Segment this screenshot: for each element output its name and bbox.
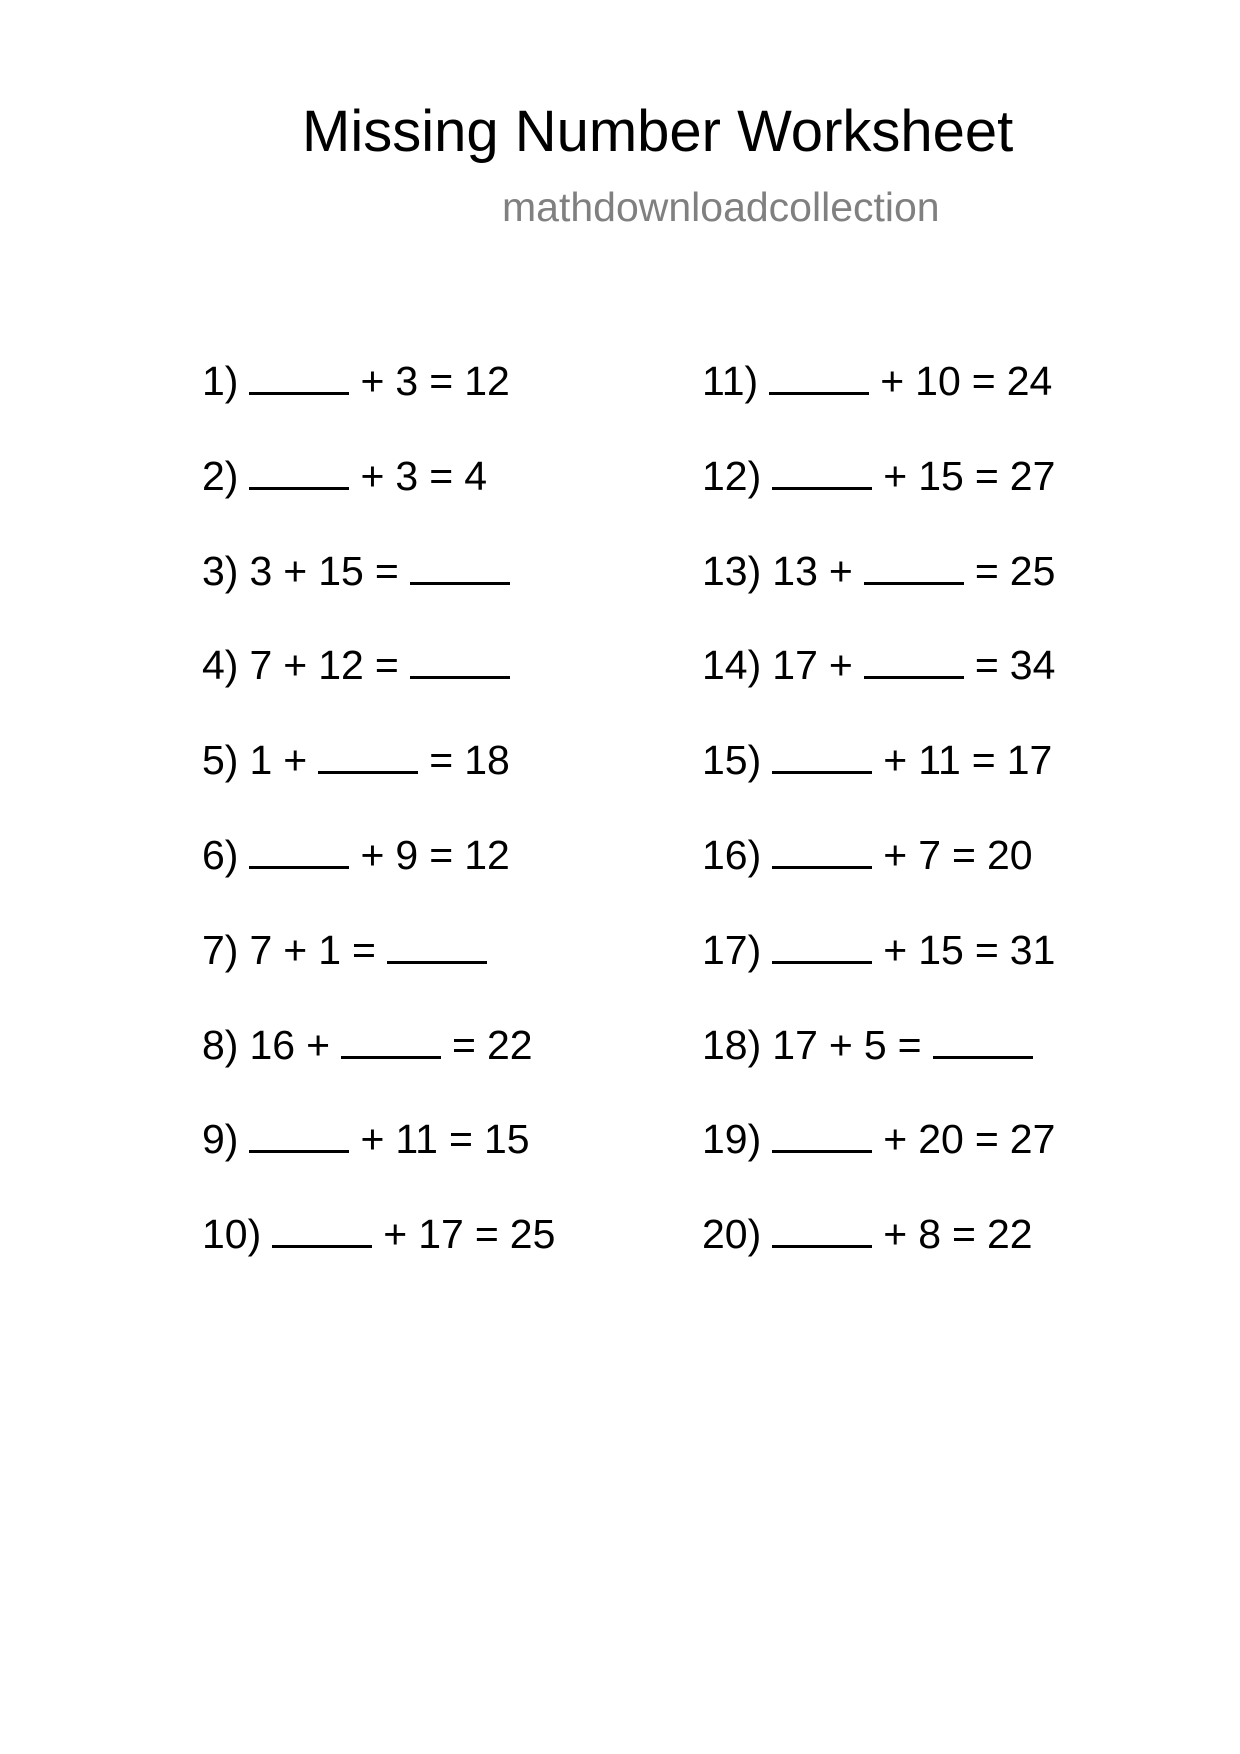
- operator: +: [383, 1211, 408, 1258]
- operand: 22: [486, 1021, 533, 1068]
- problem-row: [702, 921, 1055, 1016]
- problem-number: 14): [702, 642, 762, 689]
- problem-row: [702, 542, 1055, 637]
- operand: 3: [249, 547, 273, 594]
- problem-row: [702, 1016, 1055, 1111]
- problem-number: 3): [202, 547, 239, 594]
- equals-sign: =: [429, 831, 454, 878]
- equals-sign: =: [971, 358, 996, 404]
- operator: +: [880, 358, 905, 404]
- operator: +: [360, 831, 385, 878]
- operand: 10: [915, 358, 961, 404]
- problem-row: [702, 1110, 1055, 1205]
- operand: 13: [772, 547, 818, 594]
- operator: +: [828, 1021, 853, 1068]
- equals-sign: =: [897, 1021, 922, 1068]
- operator: +: [283, 737, 308, 784]
- operator: +: [883, 1116, 908, 1163]
- answer-blank[interactable]: [772, 1205, 872, 1248]
- operand: 12: [318, 642, 364, 689]
- operand: 15: [918, 926, 964, 973]
- operand: 7: [918, 831, 942, 878]
- problem-number: 16): [702, 831, 762, 878]
- operand: 17: [772, 642, 818, 689]
- operator: +: [360, 1116, 385, 1163]
- operand: 20: [918, 1116, 964, 1163]
- problem-number: 1): [202, 358, 239, 404]
- answer-blank[interactable]: [318, 731, 418, 774]
- operand: 12: [464, 358, 510, 404]
- equals-sign: =: [374, 547, 399, 594]
- operand: 7: [249, 926, 273, 973]
- answer-blank[interactable]: [772, 731, 872, 774]
- problem-row: [702, 826, 1055, 921]
- operand: 22: [986, 1211, 1033, 1258]
- problem-row: [702, 731, 1055, 826]
- operator: +: [283, 547, 308, 594]
- equals-sign: =: [971, 737, 996, 784]
- answer-blank[interactable]: [772, 921, 872, 964]
- answer-blank[interactable]: [772, 1110, 872, 1153]
- equals-sign: =: [352, 926, 376, 973]
- operand: 17: [418, 1211, 464, 1258]
- problem-row: [202, 921, 555, 1016]
- answer-blank[interactable]: [410, 636, 510, 679]
- problem-number: 12): [702, 452, 762, 499]
- problem-row: [202, 731, 555, 826]
- operator: +: [360, 358, 385, 404]
- operator: +: [828, 547, 853, 594]
- equals-sign: =: [974, 547, 999, 594]
- operator: +: [883, 1211, 908, 1258]
- operand: 5: [863, 1021, 887, 1068]
- operand: 34: [1009, 642, 1056, 689]
- page-title: Missing Number Worksheet: [302, 99, 1014, 164]
- operand: 1: [318, 926, 342, 973]
- operand: 7: [249, 642, 273, 689]
- problem-row: [202, 447, 555, 542]
- operand: 3: [395, 452, 419, 499]
- operand: 12: [464, 831, 510, 878]
- answer-blank[interactable]: [772, 447, 872, 490]
- problem-number: 2): [202, 452, 239, 499]
- answer-blank[interactable]: [249, 1110, 349, 1153]
- answer-blank[interactable]: [272, 1205, 372, 1248]
- operand: 11: [395, 1116, 438, 1163]
- equals-sign: =: [429, 358, 454, 404]
- equals-sign: =: [974, 926, 999, 973]
- answer-blank[interactable]: [249, 447, 349, 490]
- operand: 8: [918, 1211, 942, 1258]
- problem-number: 9): [202, 1116, 239, 1163]
- problem-row: [202, 1205, 555, 1300]
- problem-row: [202, 826, 555, 921]
- problem-number: 15): [702, 737, 762, 784]
- operator: +: [283, 642, 308, 689]
- equals-sign: =: [452, 1021, 476, 1068]
- operand: 25: [509, 1211, 556, 1258]
- operand: 3: [395, 358, 419, 404]
- problem-row: [702, 352, 1055, 447]
- page-subtitle: mathdownloadcollection: [502, 184, 940, 230]
- answer-blank[interactable]: [769, 352, 869, 395]
- problem-number: 10): [202, 1211, 262, 1258]
- problem-number: 8): [202, 1021, 239, 1068]
- equals-sign: =: [374, 642, 399, 689]
- problem-number: 17): [702, 926, 762, 973]
- equals-sign: =: [952, 1211, 976, 1258]
- operator: +: [360, 452, 385, 499]
- equals-sign: =: [429, 452, 454, 499]
- problem-row: [702, 447, 1055, 542]
- equals-sign: =: [474, 1211, 499, 1258]
- operand: 1: [249, 737, 273, 784]
- equals-sign: =: [448, 1116, 473, 1163]
- answer-blank[interactable]: [772, 826, 872, 869]
- problem-row: [202, 1016, 555, 1111]
- answer-blank[interactable]: [933, 1016, 1033, 1059]
- operand: 11: [918, 737, 961, 784]
- equals-sign: =: [974, 1116, 999, 1163]
- problem-column-right: [702, 352, 1055, 1300]
- answer-blank[interactable]: [410, 542, 510, 585]
- problem-number: 13): [702, 547, 762, 594]
- operator: +: [828, 642, 853, 689]
- operand: 27: [1009, 1116, 1056, 1163]
- problem-number: 7): [202, 926, 239, 973]
- equals-sign: =: [952, 831, 976, 878]
- operand: 17: [1006, 737, 1053, 784]
- problem-row: [202, 352, 555, 447]
- operand: 17: [772, 1021, 818, 1068]
- operand: 4: [464, 452, 487, 499]
- operand: 15: [318, 547, 364, 594]
- problem-number: 11): [702, 358, 759, 404]
- operand: 9: [395, 831, 419, 878]
- operand: 15: [483, 1116, 530, 1163]
- operand: 16: [249, 1021, 296, 1068]
- operator: +: [883, 452, 908, 499]
- problem-number: 19): [702, 1116, 762, 1163]
- problem-row: [702, 636, 1055, 731]
- problem-row: [202, 636, 555, 731]
- equals-sign: =: [974, 452, 999, 499]
- operator: +: [283, 926, 308, 973]
- operand: 27: [1009, 452, 1056, 499]
- problem-row: [702, 1205, 1055, 1300]
- operator: +: [306, 1021, 331, 1068]
- equals-sign: =: [974, 642, 999, 689]
- operator: +: [883, 737, 908, 784]
- problem-number: 4): [202, 642, 239, 689]
- problem-number: 5): [202, 737, 239, 784]
- answer-blank[interactable]: [249, 352, 349, 395]
- problem-number: 20): [702, 1211, 762, 1258]
- problem-number: 6): [202, 831, 239, 878]
- operand: 18: [464, 737, 510, 784]
- answer-blank[interactable]: [341, 1016, 441, 1059]
- answer-blank[interactable]: [864, 542, 964, 585]
- problem-row: [202, 1110, 555, 1205]
- operand: 31: [1009, 926, 1056, 973]
- equals-sign: =: [429, 737, 454, 784]
- problem-number: 18): [702, 1021, 762, 1068]
- operand: 20: [986, 831, 1033, 878]
- answer-blank[interactable]: [249, 826, 349, 869]
- operand: 24: [1006, 358, 1053, 404]
- problem-row: [202, 542, 555, 637]
- problem-column-left: [202, 352, 555, 1300]
- operand: 15: [918, 452, 964, 499]
- operand: 25: [1009, 547, 1056, 594]
- answer-blank[interactable]: [387, 921, 487, 964]
- answer-blank[interactable]: [864, 636, 964, 679]
- operator: +: [883, 831, 908, 878]
- operator: +: [883, 926, 908, 973]
